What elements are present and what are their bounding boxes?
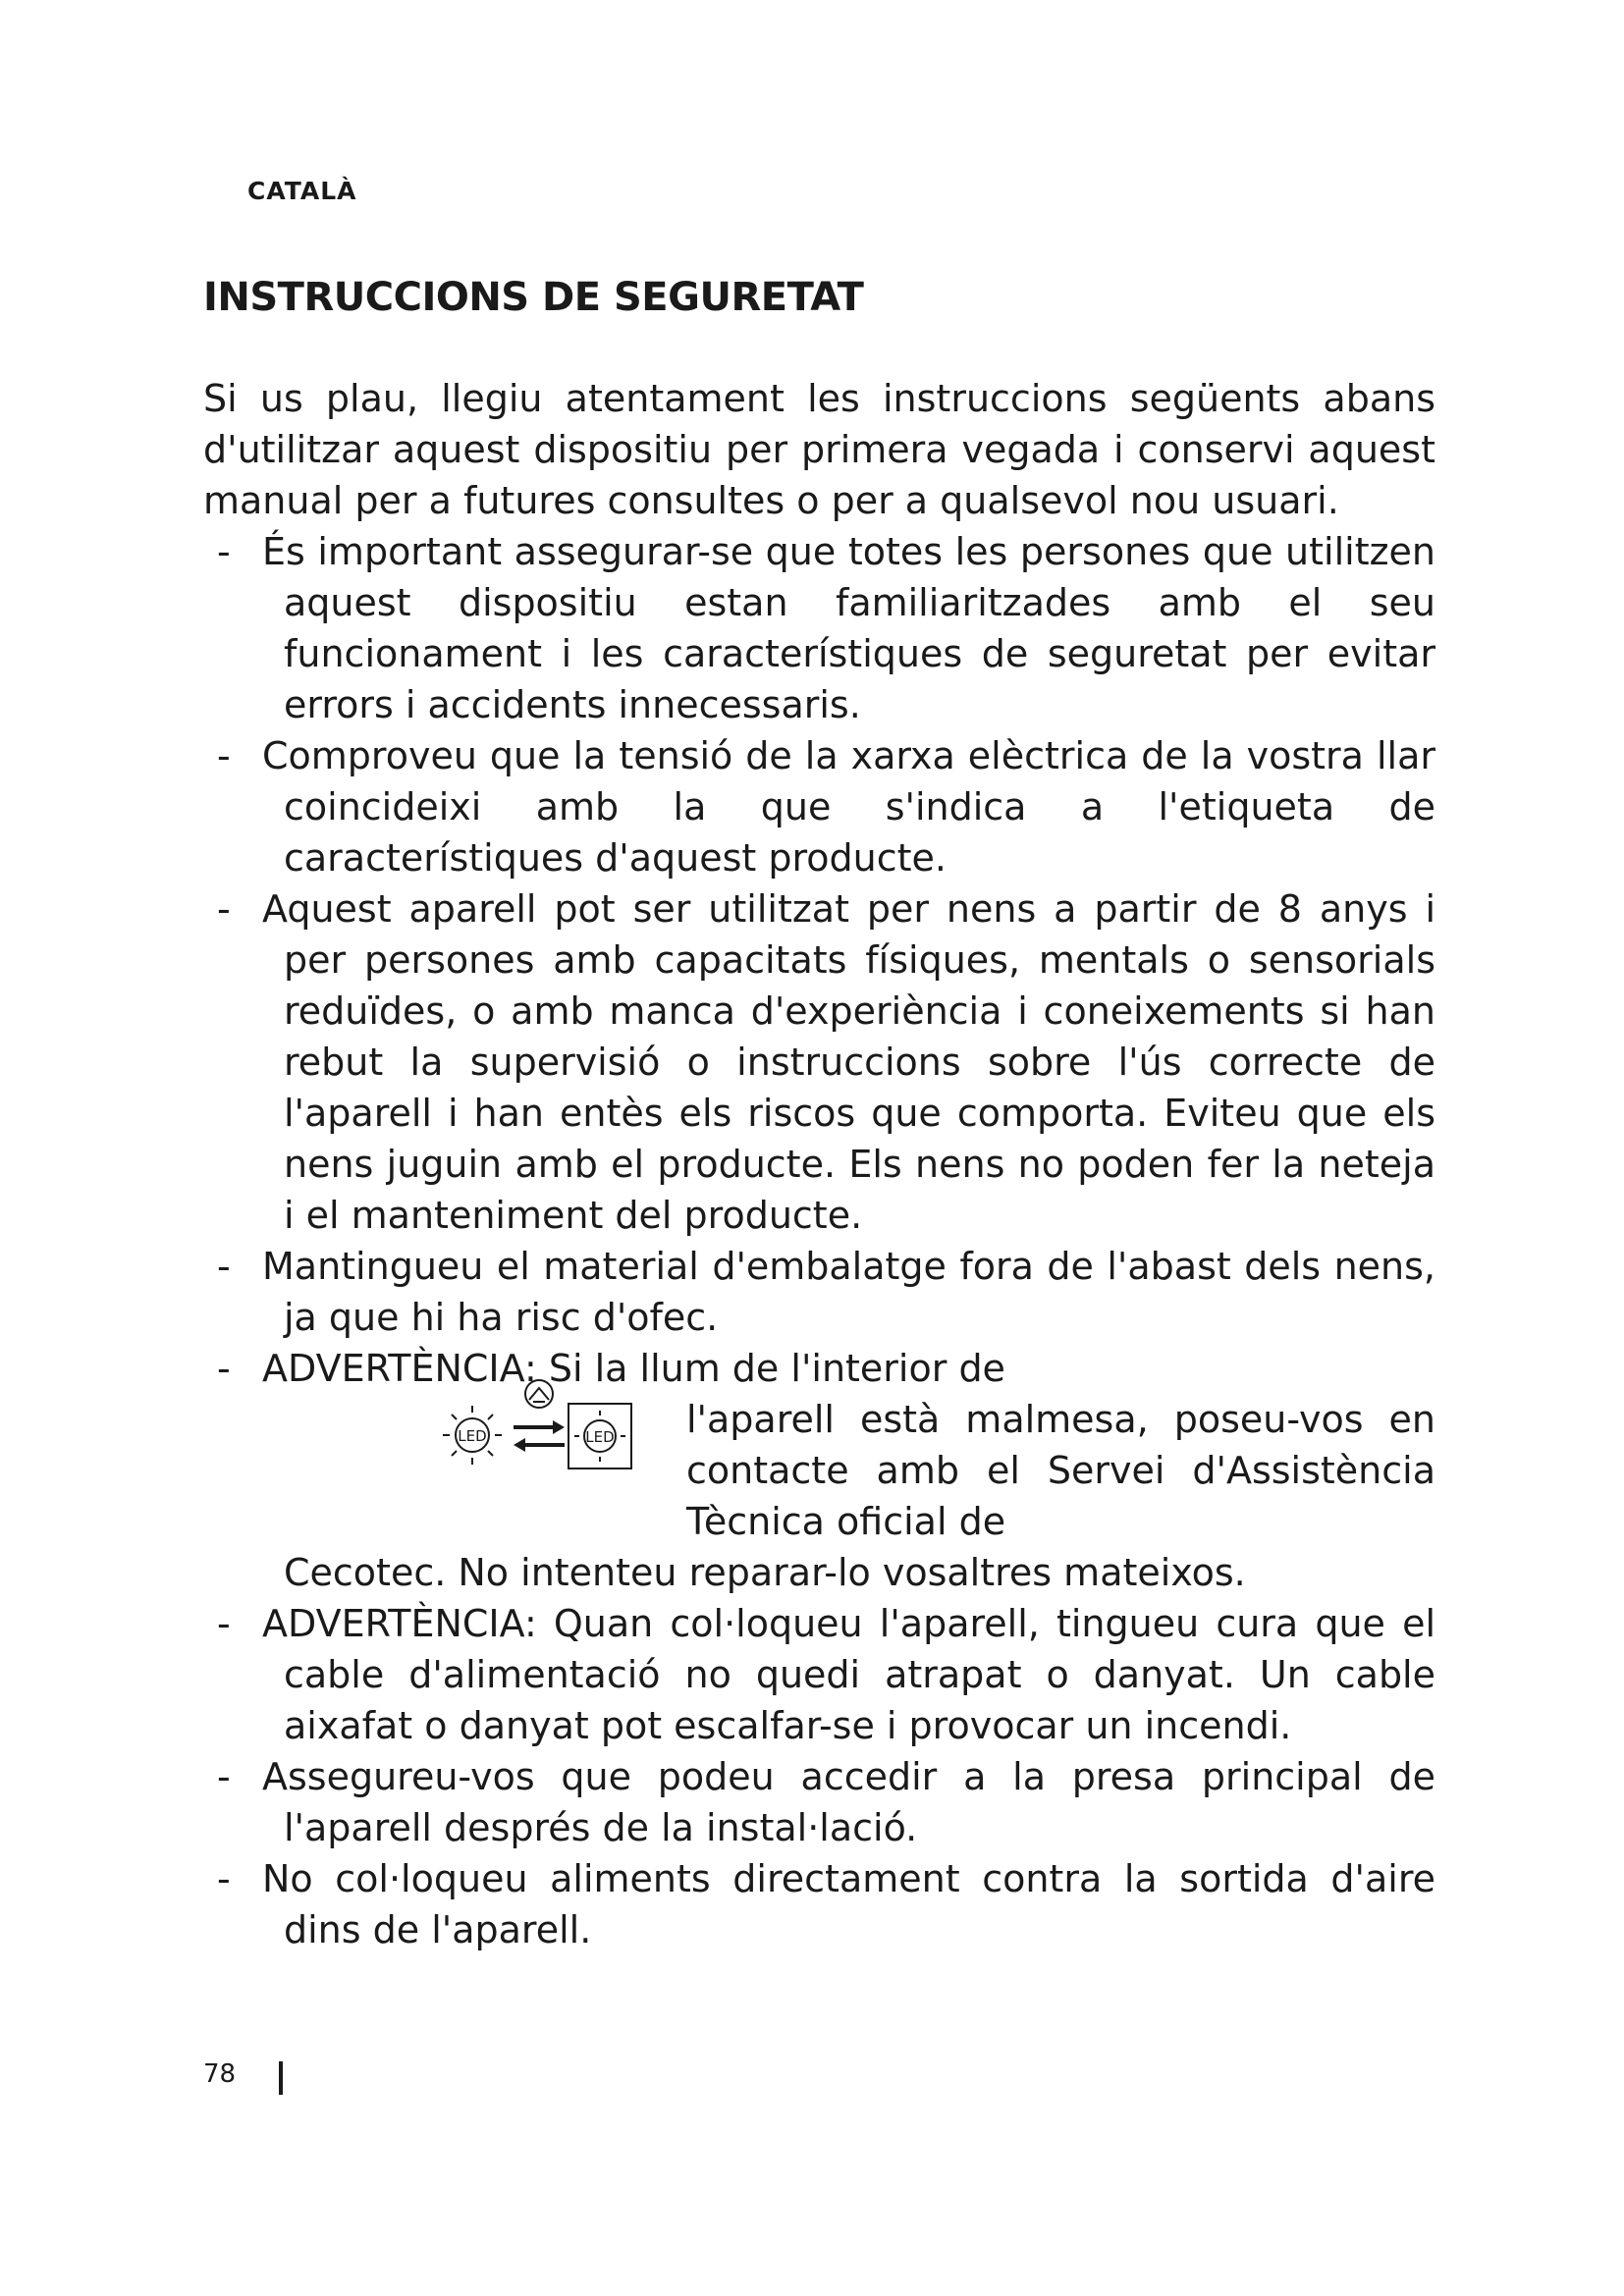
led-warning-block [203,1394,1435,1547]
list-item [203,1853,1435,1955]
list-item-text: Comproveu que la tensió de la xarxa elèctrica de la vostra llar coincideixi amb la que s'indica a l'etiqueta de característiques d'aquest producte. [262,734,1435,880]
dash-bullet: - [217,1245,231,1288]
list-item [203,1598,1435,1751]
technician-icon [525,1380,553,1408]
list-item-text: És important assegurar-se que totes les persones que utilitzen aquest dispositiu estan familiaritzades amb el seu funcionament i les característiques de seguretat per evitar errors i accidents innecessaris. [262,530,1435,726]
list-item-text: Assegureu-vos que podeu accedir a la presa principal de l'aparell després de la instal·lació. [262,1755,1435,1849]
page-title: INSTRUCCIONS DE SEGURETAT [203,275,864,320]
safety-instructions-body [203,373,1435,1955]
list-item-text: Mantingueu el material d'embalatge fora de l'abast dels nens, ja que hi ha risc d'ofec. [262,1245,1435,1339]
intro-paragraph: Si us plau, llegiu atentament les instruccions següents abans d'utilitzar aquest dispositiu per primera vegada i conservi aquest manual per a futures consultes o per a qualsevol nou usuari. [203,377,1435,522]
led-right-label: LED [585,1428,615,1446]
led-replacement-icon [431,1378,686,1480]
led-left-label: LED [458,1427,487,1445]
list-item-text: ADVERTÈNCIA: Quan col·loqueu l'aparell, tingueu cura que el cable d'alimentació no quedi atrapat o danyat. Un cable aixafat o danyat pot escalfar-se i provocar un incendi. [262,1602,1435,1747]
dash-bullet: - [217,530,231,573]
list-item [203,883,1435,1241]
led-warning-heading: ADVERTÈNCIA: Si la llum de l'interior de [262,1347,1005,1390]
dash-bullet: - [217,1602,231,1645]
list-item [203,1751,1435,1853]
page-number: 78 [203,2059,237,2089]
list-item [203,1241,1435,1343]
footer-divider [279,2061,283,2095]
list-item-text: No col·loqueu aliments directament contra la sortida d'aire dins de l'aparell. [262,1857,1435,1951]
dash-bullet: - [217,734,231,777]
list-item [203,526,1435,730]
swap-arrows-icon [514,1420,565,1452]
dash-bullet: - [217,1347,231,1390]
dash-bullet: - [217,1755,231,1798]
list-item-text: Aquest aparell pot ser utilitzat per nens a partir de 8 anys i per persones amb capacitats físiques, mentals o sensorials reduïdes, o amb manca d'experiència i coneixements si han rebut la supervisió o instruccions sobre l'ús correcte de l'aparell i han entès els riscos que comporta. Eviteu que els nens juguin amb el producte. Els nens no poden fer la neteja i el manteniment del producte. [262,887,1435,1237]
dash-bullet: - [217,887,231,931]
language-label: CATALÀ [247,177,357,205]
led-warning-side-text: l'aparell està malmesa, poseu-vos en contacte amb el Servei d'Assistència Tècnica oficial de [686,1398,1435,1543]
list-item [203,730,1435,883]
led-warning-tail: Cecotec. No intenteu reparar-lo vosaltres mateixos. [284,1551,1246,1594]
warning-list [203,526,1435,1955]
list-item-led-warning [203,1343,1435,1598]
dash-bullet: - [217,1857,231,1900]
